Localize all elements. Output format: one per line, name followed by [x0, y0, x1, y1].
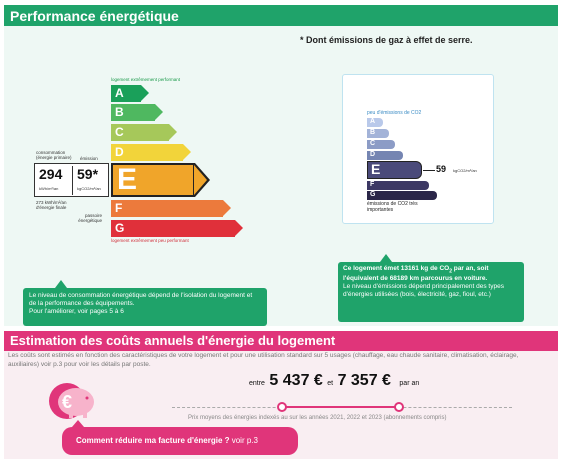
final-energy-note: 273 kWh/m²/an d'énergie finale — [36, 200, 67, 210]
primary-energy-unit: kWh/m²/an — [39, 186, 59, 191]
energy-class-f: F — [111, 200, 223, 217]
consumption-info-bubble — [23, 288, 267, 326]
co2-class-e-current: E — [367, 161, 422, 179]
co2-class-g: G — [367, 191, 437, 200]
cost-max: 7 357 € — [337, 372, 391, 389]
energy-class-e-current: E — [111, 163, 195, 197]
co2-panel — [342, 74, 494, 224]
energy-class-g: G — [111, 220, 235, 237]
label-bottom-text: logement extrêmement peu performant — [111, 238, 189, 243]
co2-class-c: C — [367, 140, 395, 149]
co2-class-a: A — [367, 118, 383, 127]
energy-values-box — [34, 163, 109, 197]
energy-class-b: B — [111, 104, 155, 121]
consumption-info-link[interactable]: Pour l'améliorer, voir pages 5 à 6 — [29, 308, 124, 315]
co2-foot: émissions de CO2 très importantes — [367, 201, 418, 213]
consumption-info-text: Le niveau de consommation énergétique dépend de l'isolation du logement et de la performance des équipements. — [29, 292, 253, 307]
emission-info-detail: Le niveau d'émissions dépend principalement des types d'énergies utilisées (bois, électricité, gaz, fioul, etc.) — [343, 283, 504, 299]
co2-class-f: F — [367, 181, 429, 190]
reduce-bill-button[interactable]: Comment réduire ma facture d'énergie ? voir p.3 — [62, 427, 298, 455]
energy-class-d: D — [111, 144, 183, 161]
co2-title: peu d'émissions de CO2 — [367, 110, 422, 116]
cost-min-marker — [277, 402, 287, 412]
ges-note: * Dont émissions de gaz à effet de serre. — [300, 35, 473, 45]
energy-class-a: A — [111, 85, 141, 102]
emission-label: émission — [80, 156, 98, 161]
cost-max-marker — [394, 402, 404, 412]
piggy-bank-euro-icon — [47, 378, 97, 422]
cost-range: entre 5 437 € et 7 357 € par an — [249, 372, 420, 389]
svg-text:€: € — [61, 392, 73, 412]
emission-info-bubble — [338, 262, 524, 322]
consumption-label: consommation (énergie primaire) — [36, 150, 72, 160]
cost-min: 5 437 € — [269, 372, 323, 389]
costs-header — [4, 331, 558, 351]
performance-header — [4, 5, 558, 26]
label-top-text: logement extrêmement performant — [111, 77, 181, 82]
performance-title: Performance énergétique — [10, 8, 179, 24]
emission-value: 59* — [77, 166, 99, 182]
co2-value: 59 — [436, 164, 447, 174]
passive-label: passoire énergétique — [78, 213, 102, 223]
primary-energy-value: 294 — [39, 166, 63, 182]
co2-unit: kgCO2/m²/an — [453, 168, 477, 173]
emission-info-main: Ce logement émet 13161 kg de $CO_2$ par an, soit l'équivalent de 68189 km parcourus en voiture. — [343, 265, 489, 283]
costs-title: Estimation des coûts annuels d'énergie du logement — [10, 333, 336, 348]
emission-unit: kgCO2/m²/an — [77, 186, 101, 191]
cost-range-bar — [282, 406, 399, 408]
prices-note: Prix moyens des énergies indexés au sur les années 2021, 2022 et 2023 (abonnements compris) — [188, 415, 447, 421]
energy-class-c: C — [111, 124, 169, 141]
co2-class-d: D — [367, 151, 403, 160]
co2-class-b: B — [367, 129, 389, 138]
costs-description: Les coûts sont estimés en fonction des caractéristiques de votre logement et pour une utilisation standard sur 5 usages (chauffage, eau chaude sanitaire, climatisation, éclairage, auxiliaires) voir p.3 pour voir les détails par poste. — [8, 352, 519, 368]
